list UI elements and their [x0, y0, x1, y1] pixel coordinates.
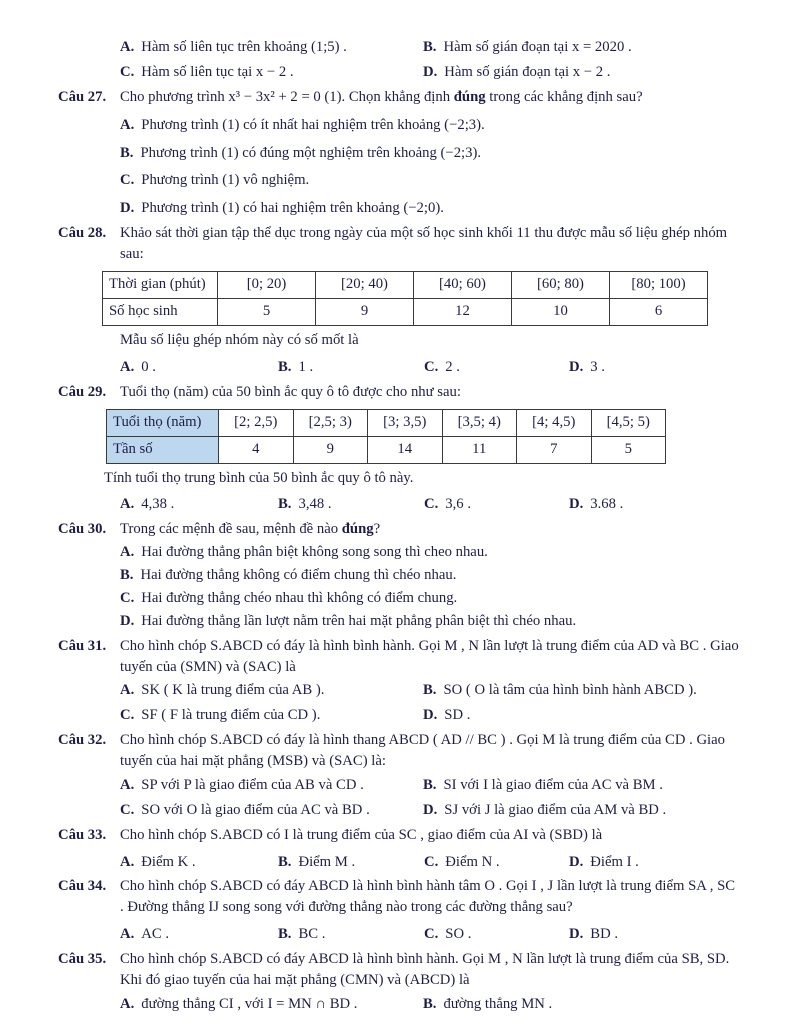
option-label: D. — [569, 496, 584, 513]
table-cell: 10 — [512, 298, 610, 325]
table-cell: 5 — [218, 298, 316, 325]
option-text: SI với I là giao điểm của AC và BM . — [443, 776, 663, 793]
table-value-row — [107, 436, 666, 463]
option-text: Điểm M . — [298, 853, 356, 870]
table-row-header: Tuổi thọ (năm) — [107, 409, 219, 436]
frequency-table — [102, 271, 708, 326]
option-text: 3,6 . — [445, 496, 471, 513]
option-text: Hai đường thẳng lần lượt nằm trên hai mặt phẳng phân biệt thì chéo nhau. — [141, 612, 577, 629]
option-text: 3 . — [590, 358, 605, 375]
option-label: A. — [120, 682, 135, 699]
option-text: Phương trình (1) có ít nhất hai nghiệm trên khoảng (−2;3). — [141, 116, 485, 133]
option-label: A. — [120, 544, 135, 561]
question-number: Câu 27. — [58, 88, 107, 105]
option-label: C. — [424, 496, 439, 513]
question-31 — [58, 636, 740, 727]
option-b — [278, 494, 424, 515]
option-label: D. — [569, 926, 584, 943]
table-cell: 14 — [368, 436, 443, 463]
option-c — [424, 494, 569, 515]
option-c — [120, 800, 423, 821]
option-b — [120, 565, 740, 586]
option-a — [120, 357, 278, 378]
option-a — [120, 852, 278, 873]
question-number: Câu 30. — [58, 521, 107, 538]
option-a — [120, 115, 740, 136]
question-stem — [120, 87, 740, 108]
option-d — [423, 800, 740, 821]
question-34 — [58, 876, 740, 945]
table-cell: [3; 3,5) — [368, 409, 443, 436]
question-stem: Khảo sát thời gian tập thể dục trong ngày của một số học sinh khối 11 thu được mẫu số liệu ghép nhóm sau: — [120, 225, 728, 262]
option-c — [424, 357, 569, 378]
question-stem: Tuổi thọ (năm) của 50 bình ắc quy ô tô được cho như sau: — [120, 383, 461, 400]
question-number: Câu 34. — [58, 878, 107, 895]
option-label: C. — [120, 63, 135, 80]
table-cell: [0; 20) — [218, 271, 316, 298]
option-label: C. — [120, 707, 135, 724]
table-cell: 11 — [442, 436, 517, 463]
option-text: SP với P là giao điểm của AB và CD . — [141, 776, 364, 793]
stem-bold-text: đúng — [453, 88, 486, 105]
option-label: B. — [423, 995, 437, 1012]
option-d — [569, 357, 740, 378]
option-text: 4,38 . — [141, 496, 175, 513]
option-text: 3,48 . — [298, 496, 332, 513]
question-29 — [58, 382, 740, 516]
table-row-header: Tần số — [107, 436, 219, 463]
option-label: B. — [278, 358, 292, 375]
question-stem: Cho hình chóp S.ABCD có đáy là hình bình hành. Gọi M , N lần lượt là trung điểm của AD và BC . Giao tuyến của (SMN) và (SAC) là — [120, 637, 739, 675]
table-cell: [2; 2,5) — [219, 409, 294, 436]
table-cell: 9 — [293, 436, 368, 463]
table-row-header: Thời gian (phút) — [103, 271, 218, 298]
option-label: A. — [120, 358, 135, 375]
option-label: C. — [424, 926, 439, 943]
option-text: BC . — [298, 926, 326, 943]
stem-text: trong các khẳng định sau? — [485, 88, 643, 105]
option-label: B. — [423, 39, 437, 55]
table-cell: 6 — [610, 298, 708, 325]
table-header-row — [107, 409, 666, 436]
table-cell: [80; 100) — [610, 271, 708, 298]
option-text: BD . — [590, 926, 619, 943]
option-label: D. — [423, 707, 438, 724]
question-27 — [58, 87, 740, 219]
option-label: D. — [423, 801, 438, 818]
option-label: B. — [423, 776, 437, 793]
option-a — [120, 994, 423, 1015]
option-text: 3.68 . — [590, 496, 624, 513]
option-text: SJ với J là giao điểm của AM và BD . — [444, 801, 667, 818]
option-text: 2 . — [445, 358, 460, 375]
option-label: B. — [120, 144, 134, 161]
option-text: Điểm K . — [141, 853, 196, 870]
option-label: A. — [120, 116, 135, 133]
option-b — [423, 37, 740, 58]
option-text: SF ( F là trung điểm của CD ). — [141, 707, 321, 724]
option-text: Hàm số gián đoạn tại x = 2020 . — [443, 39, 632, 55]
question-stem — [120, 519, 740, 540]
option-label: C. — [424, 358, 439, 375]
table-cell: 7 — [517, 436, 592, 463]
question-28 — [58, 223, 740, 378]
option-d — [423, 705, 740, 726]
option-d — [423, 62, 740, 83]
option-label: A. — [120, 995, 135, 1012]
option-label: C. — [424, 853, 439, 870]
option-d — [569, 924, 740, 945]
option-b — [278, 357, 424, 378]
option-text: Điểm I . — [590, 853, 639, 870]
stem-text: ? — [373, 521, 381, 538]
option-label: C. — [120, 589, 135, 606]
option-label: C. — [120, 172, 135, 189]
option-d — [120, 611, 740, 632]
option-label: B. — [278, 926, 292, 943]
option-text: SO ( O là tâm của hình bình hành ABCD ). — [443, 682, 697, 699]
option-label: A. — [120, 496, 135, 513]
option-text: Phương trình (1) có đúng một nghiệm trên khoảng (−2;3). — [140, 144, 482, 161]
question-32 — [58, 730, 740, 821]
option-b — [278, 852, 424, 873]
option-label: D. — [120, 612, 135, 629]
question-stem: Cho hình chóp S.ABCD có đáy ABCD là hình bình hành. Gọi M , N lần lượt là trung điểm của SB, SD. Khi đó giao tuyến của hai mặt phẳng (CMN) và (ABCD) là — [120, 951, 730, 988]
option-a — [120, 924, 278, 945]
question-number: Câu 35. — [58, 951, 107, 967]
option-c — [120, 62, 423, 83]
table-cell: 5 — [591, 436, 666, 463]
option-label: A. — [120, 853, 135, 870]
option-d — [569, 494, 740, 515]
option-text: 1 . — [298, 358, 314, 375]
option-text: Hàm số liên tục trên khoảng (1;5) . — [141, 39, 347, 55]
option-text: Hai đường thẳng phân biệt không song song thì cheo nhau. — [141, 544, 488, 561]
option-label: D. — [423, 63, 438, 80]
question-33 — [58, 825, 740, 873]
option-text: SO . — [445, 926, 472, 943]
question-30 — [58, 519, 740, 631]
table-cell: [4,5; 5) — [591, 409, 666, 436]
question-number: Câu 28. — [58, 225, 107, 242]
table-cell: 12 — [414, 298, 512, 325]
question-stem-continued: Tính tuổi thọ trung bình của 50 bình ắc quy ô tô này. — [104, 469, 414, 486]
option-d — [569, 852, 740, 873]
option-b — [423, 994, 740, 1015]
option-label: D. — [569, 358, 584, 375]
option-text: AC . — [141, 926, 170, 943]
table-row-header: Số học sinh — [103, 298, 218, 325]
option-text: Hai đường thẳng chéo nhau thì không có điểm chung. — [141, 589, 458, 606]
option-text: Điểm N . — [445, 853, 500, 870]
option-text: 0 . — [141, 358, 156, 375]
option-label: B. — [278, 853, 292, 870]
option-label: D. — [120, 200, 135, 217]
table-header-row — [103, 271, 708, 298]
table-cell: [4; 4,5) — [517, 409, 592, 436]
option-text: SD . — [444, 707, 471, 724]
option-label: B. — [120, 567, 134, 583]
table-cell: [60; 80) — [512, 271, 610, 298]
option-label: B. — [278, 496, 292, 513]
option-b — [423, 775, 740, 796]
option-text: Hai đường thẳng không có điểm chung thì chéo nhau. — [140, 567, 457, 583]
option-b — [278, 924, 424, 945]
stem-text: Trong các mệnh đề sau, mệnh đề nào — [120, 521, 342, 538]
option-c — [424, 852, 569, 873]
option-c — [120, 705, 423, 726]
option-a — [120, 37, 423, 58]
option-c — [120, 170, 740, 191]
option-a — [120, 542, 740, 563]
option-a — [120, 494, 278, 515]
question-26-options — [58, 34, 740, 83]
option-text: SO với O là giao điểm của AC và BD . — [141, 801, 370, 818]
option-c — [424, 924, 569, 945]
option-c — [120, 588, 740, 609]
question-number: Câu 31. — [58, 637, 107, 654]
question-stem: Cho hình chóp S.ABCD có I là trung điểm của SC , giao điểm của AI và (SBD) là — [120, 826, 603, 843]
option-text: SK ( K là trung điểm của AB ). — [141, 682, 325, 699]
frequency-table — [106, 409, 666, 464]
option-label: A. — [120, 926, 135, 943]
option-text: Hàm số gián đoạn tại x − 2 . — [444, 63, 611, 80]
option-label: B. — [423, 682, 437, 699]
question-number: Câu 29. — [58, 383, 107, 400]
table-value-row — [103, 298, 708, 325]
table-cell: [2,5; 3) — [293, 409, 368, 436]
question-35 — [58, 949, 740, 1015]
option-a — [120, 680, 423, 701]
table-cell: 9 — [316, 298, 414, 325]
option-b — [120, 143, 740, 164]
stem-text: Cho phương trình x³ − 3x² + 2 = 0 (1). Chọn khẳng định — [120, 88, 454, 105]
option-text: đường thẳng MN . — [443, 995, 553, 1012]
question-stem: Cho hình chóp S.ABCD có đáy ABCD là hình bình hành tâm O . Gọi I , J lần lượt là trung điểm SA , SC . Đường thẳng IJ song song với đường thẳng nào trong các đường thẳng sau? — [120, 878, 736, 916]
table-cell: [20; 40) — [316, 271, 414, 298]
option-text: Hàm số liên tục tại x − 2 . — [141, 63, 294, 80]
option-label: A. — [120, 776, 135, 793]
question-stem: Cho hình chóp S.ABCD có đáy là hình thang ABCD ( AD // BC ) . Gọi M là trung điểm của CD . Giao tuyến của hai mặt phẳng (MSB) và (SAC) là: — [120, 732, 726, 769]
stem-bold-text: đúng — [341, 521, 374, 538]
option-label: C. — [120, 801, 135, 818]
option-label: D. — [569, 853, 584, 870]
table-cell: [3,5; 4) — [442, 409, 517, 436]
question-number: Câu 33. — [58, 826, 107, 843]
option-d — [120, 198, 740, 219]
table-cell: [40; 60) — [414, 271, 512, 298]
option-a — [120, 775, 423, 796]
table-cell: 4 — [219, 436, 294, 463]
option-text: Phương trình (1) vô nghiệm. — [141, 172, 310, 189]
question-stem-continued: Mẫu số liệu ghép nhóm này có số mốt là — [120, 331, 359, 348]
option-label: A. — [120, 39, 135, 55]
option-text: đường thẳng CI , với I = MN ∩ BD . — [141, 995, 358, 1012]
option-text: Phương trình (1) có hai nghiệm trên khoảng (−2;0). — [141, 200, 444, 217]
option-b — [423, 680, 740, 701]
question-number: Câu 32. — [58, 732, 107, 749]
